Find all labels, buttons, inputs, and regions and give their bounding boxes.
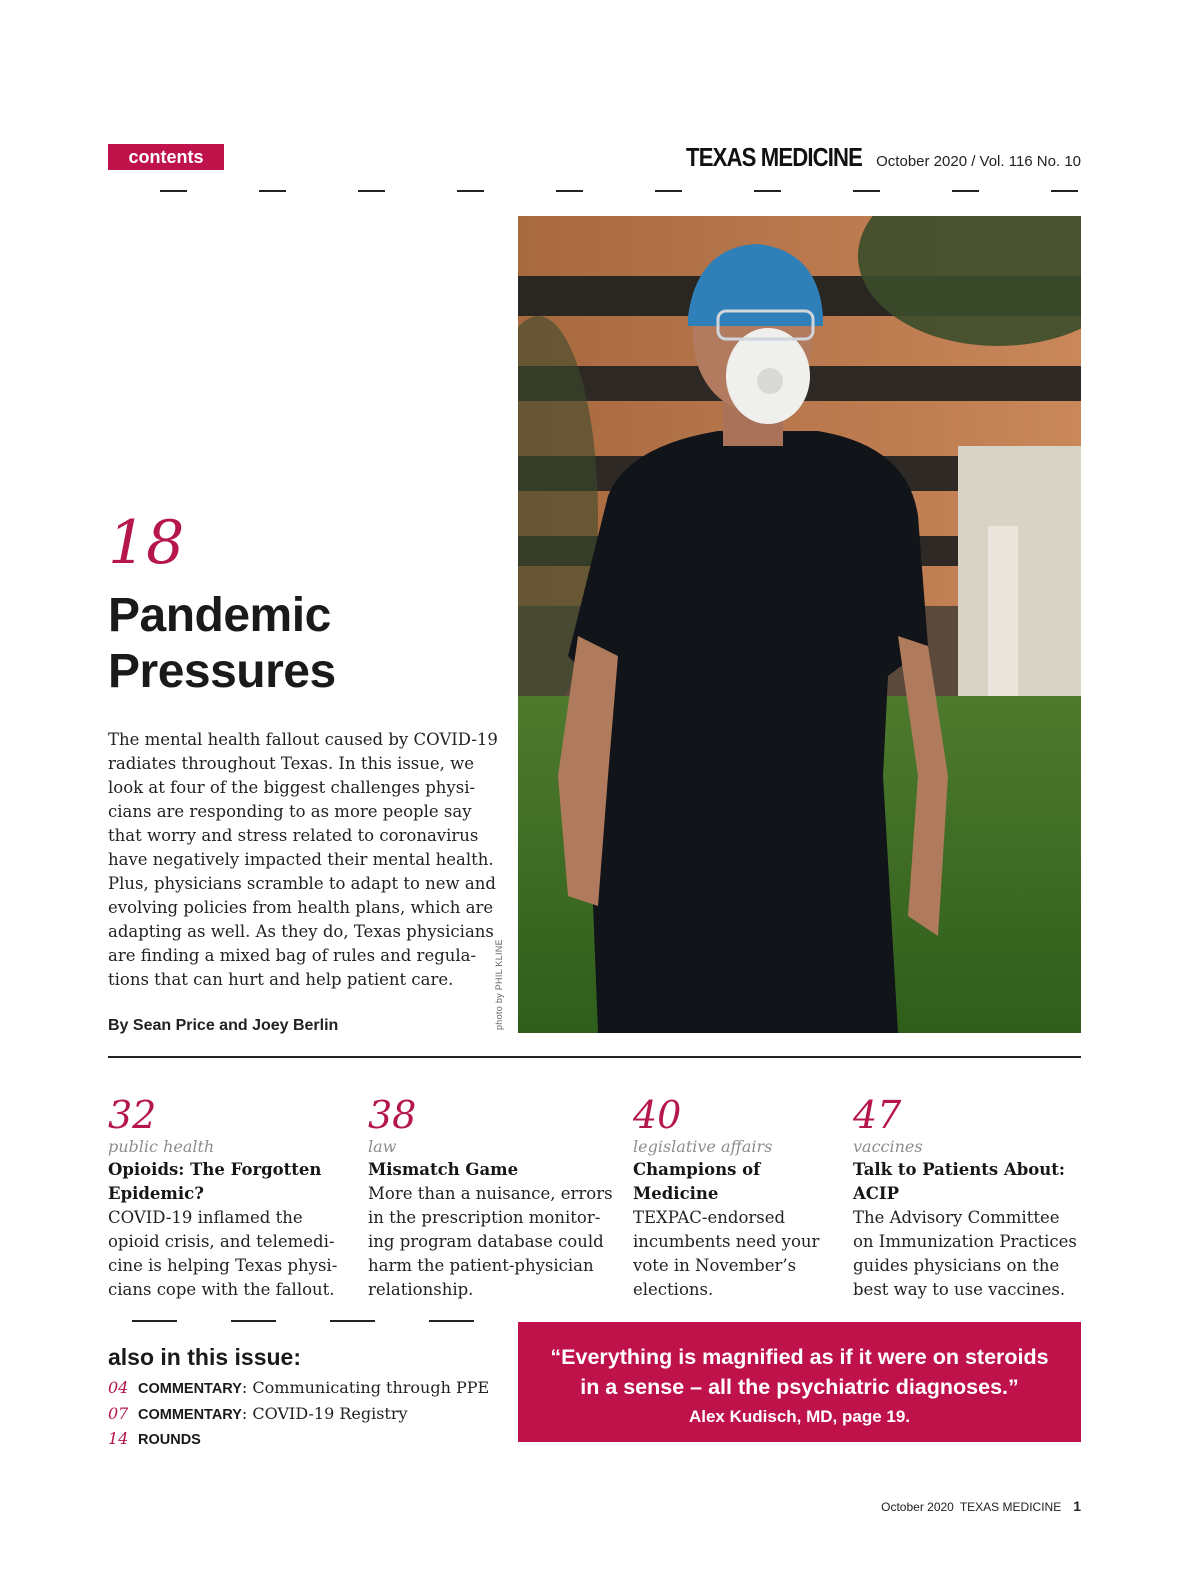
footer-issue: October 2020 xyxy=(881,1500,954,1514)
masthead xyxy=(655,142,1081,173)
footer-masthead: TEXAS MEDICINE xyxy=(959,1500,1062,1514)
pull-quote-attribution: Alex Kudisch, MD, page 19. xyxy=(688,1407,911,1426)
story-page-number: 32 xyxy=(108,1093,157,1137)
page-footer xyxy=(881,1498,1081,1514)
lead-body: The mental health fallout caused by COVID-19 radiates throughout Texas. In this issue, we look at four of the biggest challenges physicians are responding to as more people say that worry and stress related to coronavirus have negatively impacted their mental health. Plus, physicians scramble to adapt to new and evolving policies from health plans, which are adapting as well. As they do, Texas physicians are finding a mixed bag of rules and regulations that can hurt and help patient care. xyxy=(108,730,498,989)
cover-photo[interactable] xyxy=(518,216,1081,1033)
story-category: vaccines xyxy=(853,1137,923,1156)
pull-quote-line: in a sense – all the psychiatric diagnoses.” xyxy=(580,1375,1019,1399)
story-card[interactable] xyxy=(108,1094,348,1302)
story-title: Champions of Medicine xyxy=(633,1160,761,1203)
story-page-number: 38 xyxy=(368,1093,417,1137)
photo-credit: photo by PHIL KLINE xyxy=(494,939,504,1030)
story-description: COVID-19 inflamed the opioid crisis, and telemedicine is helping Texas physicians cope with the fallout. xyxy=(108,1208,338,1299)
story-card[interactable] xyxy=(633,1094,833,1302)
also-heading: also in this issue: xyxy=(108,1344,301,1370)
story-description: TEXPAC-endorsed incumbents need your vote in November’s elections. xyxy=(633,1208,820,1299)
lead-title-line: Pandemic xyxy=(108,589,331,642)
story-description: The Advisory Committee on Immunization Practices guides physicians on the best way to use vaccines. xyxy=(853,1208,1077,1299)
byline: By Sean Price and Joey Berlin xyxy=(108,1017,339,1034)
story-category: law xyxy=(368,1137,397,1156)
also-kicker: ROUNDS xyxy=(138,1432,201,1448)
also-item[interactable] xyxy=(108,1376,508,1402)
section-divider xyxy=(108,1056,1081,1058)
masthead-logo: TEXAS MEDICINE xyxy=(686,142,863,172)
also-text: : Communicating through PPE xyxy=(241,1378,490,1397)
also-item[interactable] xyxy=(108,1402,508,1428)
story-page-number: 40 xyxy=(633,1093,682,1137)
lead-title-line: Pressures xyxy=(108,645,336,698)
story-category: legislative affairs xyxy=(633,1137,773,1156)
physician-portrait-image xyxy=(518,216,1081,1033)
also-page-number: 07 xyxy=(108,1403,129,1423)
also-page-number: 04 xyxy=(108,1378,129,1397)
also-item[interactable] xyxy=(108,1427,508,1453)
story-title: Opioids: The Forgotten Epidemic? xyxy=(108,1160,322,1203)
lead-page-number: 18 xyxy=(108,508,185,578)
story-category: public health xyxy=(108,1137,215,1156)
story-card[interactable] xyxy=(368,1094,613,1302)
pull-quote-box xyxy=(518,1322,1081,1442)
also-page-number: 14 xyxy=(108,1429,129,1448)
section-tag: contents xyxy=(108,144,224,170)
also-kicker: COMMENTARY xyxy=(138,1406,242,1423)
story-card[interactable] xyxy=(853,1094,1081,1302)
story-title: Talk to Patients About: ACIP xyxy=(853,1160,1065,1203)
header-divider xyxy=(108,190,1081,192)
also-kicker: COMMENTARY xyxy=(138,1381,242,1397)
also-list xyxy=(108,1376,508,1453)
footer-page-number: 1 xyxy=(1073,1498,1081,1514)
issue-info: October 2020 / Vol. 116 No. 10 xyxy=(876,153,1081,170)
story-description: More than a nuisance, errors in the prescription monitoring program database could harm the patient-physician relationship. xyxy=(368,1184,613,1299)
also-text: : COVID-19 Registry xyxy=(241,1403,408,1423)
story-page-number: 47 xyxy=(853,1093,902,1137)
story-title: Mismatch Game xyxy=(368,1160,519,1179)
lead-title[interactable] xyxy=(108,588,488,700)
pull-quote-line: “Everything is magnified as if it were on steroids xyxy=(550,1345,1049,1369)
also-divider xyxy=(108,1320,486,1322)
